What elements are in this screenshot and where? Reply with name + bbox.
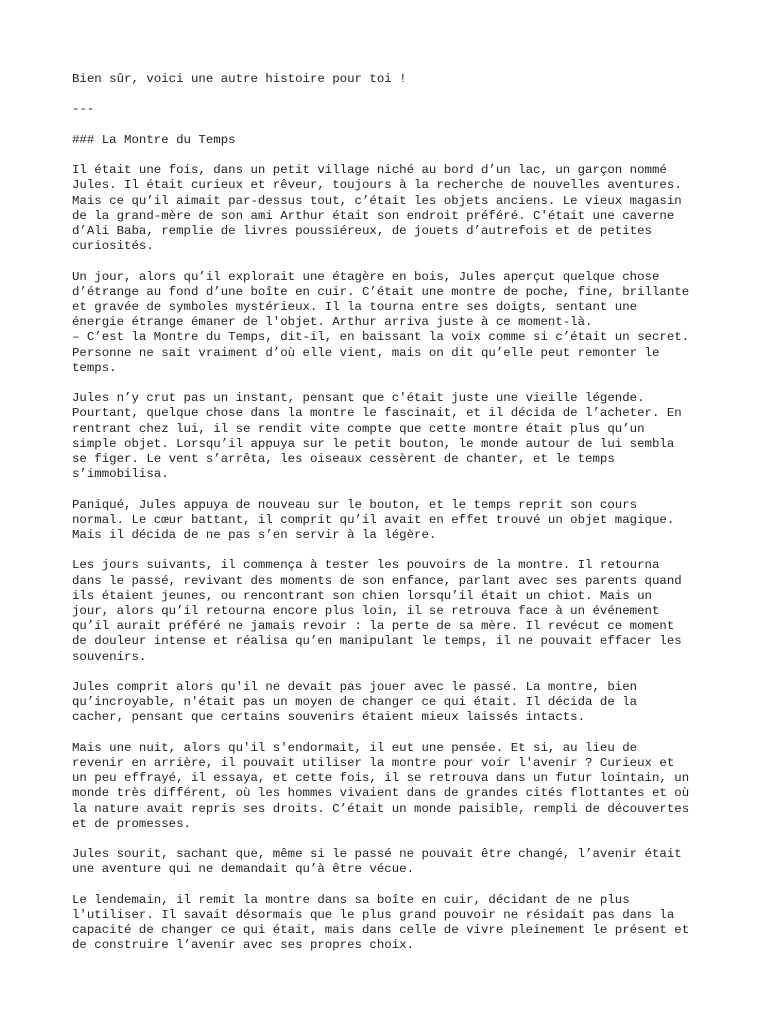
paragraph: Le lendemain, il remit la montre dans sa boîte en cuir, décidant de ne plus l'utiliser. Il savait désormais que le plus grand pouvoir ne résidait pas dans la capacité de changer ce qui était, mais dans celle de vivre pleinement le présent et de construire l’avenir avec ses propres choix. — [72, 892, 690, 953]
story-heading: ### La Montre du Temps — [72, 132, 236, 147]
paragraph: Paniqué, Jules appuya de nouveau sur le bouton, et le temps reprit son cours normal. Le cœur battant, il comprit qu’il avait en effet trouvé un objet magique. Mais il décida de ne pas s’en servir à la légère. — [72, 497, 675, 542]
separator-line: --- — [72, 102, 95, 117]
paragraph: Un jour, alors qu’il explorait une étagère en bois, Jules aperçut quelque chose d’étrange au fond d’une boîte en cuir. C’était une montre de poche, fine, brillante et gravée de symboles mystérieux. Il la tourna entre ses doigts, sentant une énergie étrange émaner de l'objet. Arthur arriva juste à ce moment-là. – C’est la Montre du Temps, dit-il, en baissant la voix comme si c’était un secret. Personne ne sait vraiment d’où elle vient, mais on dit qu’elle peut remonter le temps. — [72, 269, 690, 375]
paragraph: Mais une nuit, alors qu'il s'endormait, il eut une pensée. Et si, au lieu de revenir en arrière, il pouvait utiliser la montre pour voir l'avenir ? Curieux et un peu effrayé, il essaya, et cette fois, il se retrouva dans un futur lointain, un monde très différent, où les hommes vivaient dans de grandes cités flottantes et où la nature avait repris ses droits. C’était un monde paisible, rempli de découvertes et de promesses. — [72, 740, 690, 831]
paragraph: Jules comprit alors qu'il ne devait pas jouer avec le passé. La montre, bien qu’incroyable, n'était pas un moyen de changer ce qui était. Il décida de la cacher, pensant que certains souvenirs étaient mieux laissés intacts. — [72, 680, 638, 725]
paragraph: Jules sourit, sachant que, même si le passé ne pouvait être changé, l’avenir était une aventure qui ne demandait qu’à être vécue. — [72, 847, 682, 877]
intro-line: Bien sûr, voici une autre histoire pour toi ! — [72, 72, 407, 86]
paragraph: Il était une fois, dans un petit village niché au bord d’un lac, un garçon nommé Jules. Il était curieux et rêveur, toujours à la recherche de nouvelles aventures. Mais ce qu’il aimait par-dessus tout, c’était les objets anciens. Le vieux magasin de la grand-mère de son ami Arthur était son endroit préféré. C'était une caverne d’Ali Baba, remplie de livres poussiéreux, de jouets d’autrefois et de petites curiosités. — [72, 163, 682, 254]
paragraph: Les jours suivants, il commença à tester les pouvoirs de la montre. Il retourna dans le passé, revivant des moments de son enfance, parlant avec ses parents quand ils étaient jeunes, ou rencontrant son chien lorsqu’il était un chiot. Mais un jour, alors qu’il retourna encore plus loin, il se retrouva face à un événement qu’il aurait préféré ne jamais revoir : la perte de sa mère. Il revécut ce moment de douleur intense et réalisa qu’en manipulant le temps, il ne pouvait effacer les souvenirs. — [72, 558, 682, 664]
paragraph: Jules n’y crut pas un instant, pensant que c'était juste une vieille légende. Pourtant, quelque chose dans la montre le fascinait, et il décida de l’acheter. En rentrant chez lui, il se rendit vite compte que cette montre était plus qu’un simple objet. Lorsqu’il appuya sur le petit bouton, le monde autour de lui sembla se figer. Le vent s’arrêta, les oiseaux cessèrent de chanter, et le temps s’immobilisa. — [72, 391, 682, 482]
document-page — [72, 72, 702, 969]
